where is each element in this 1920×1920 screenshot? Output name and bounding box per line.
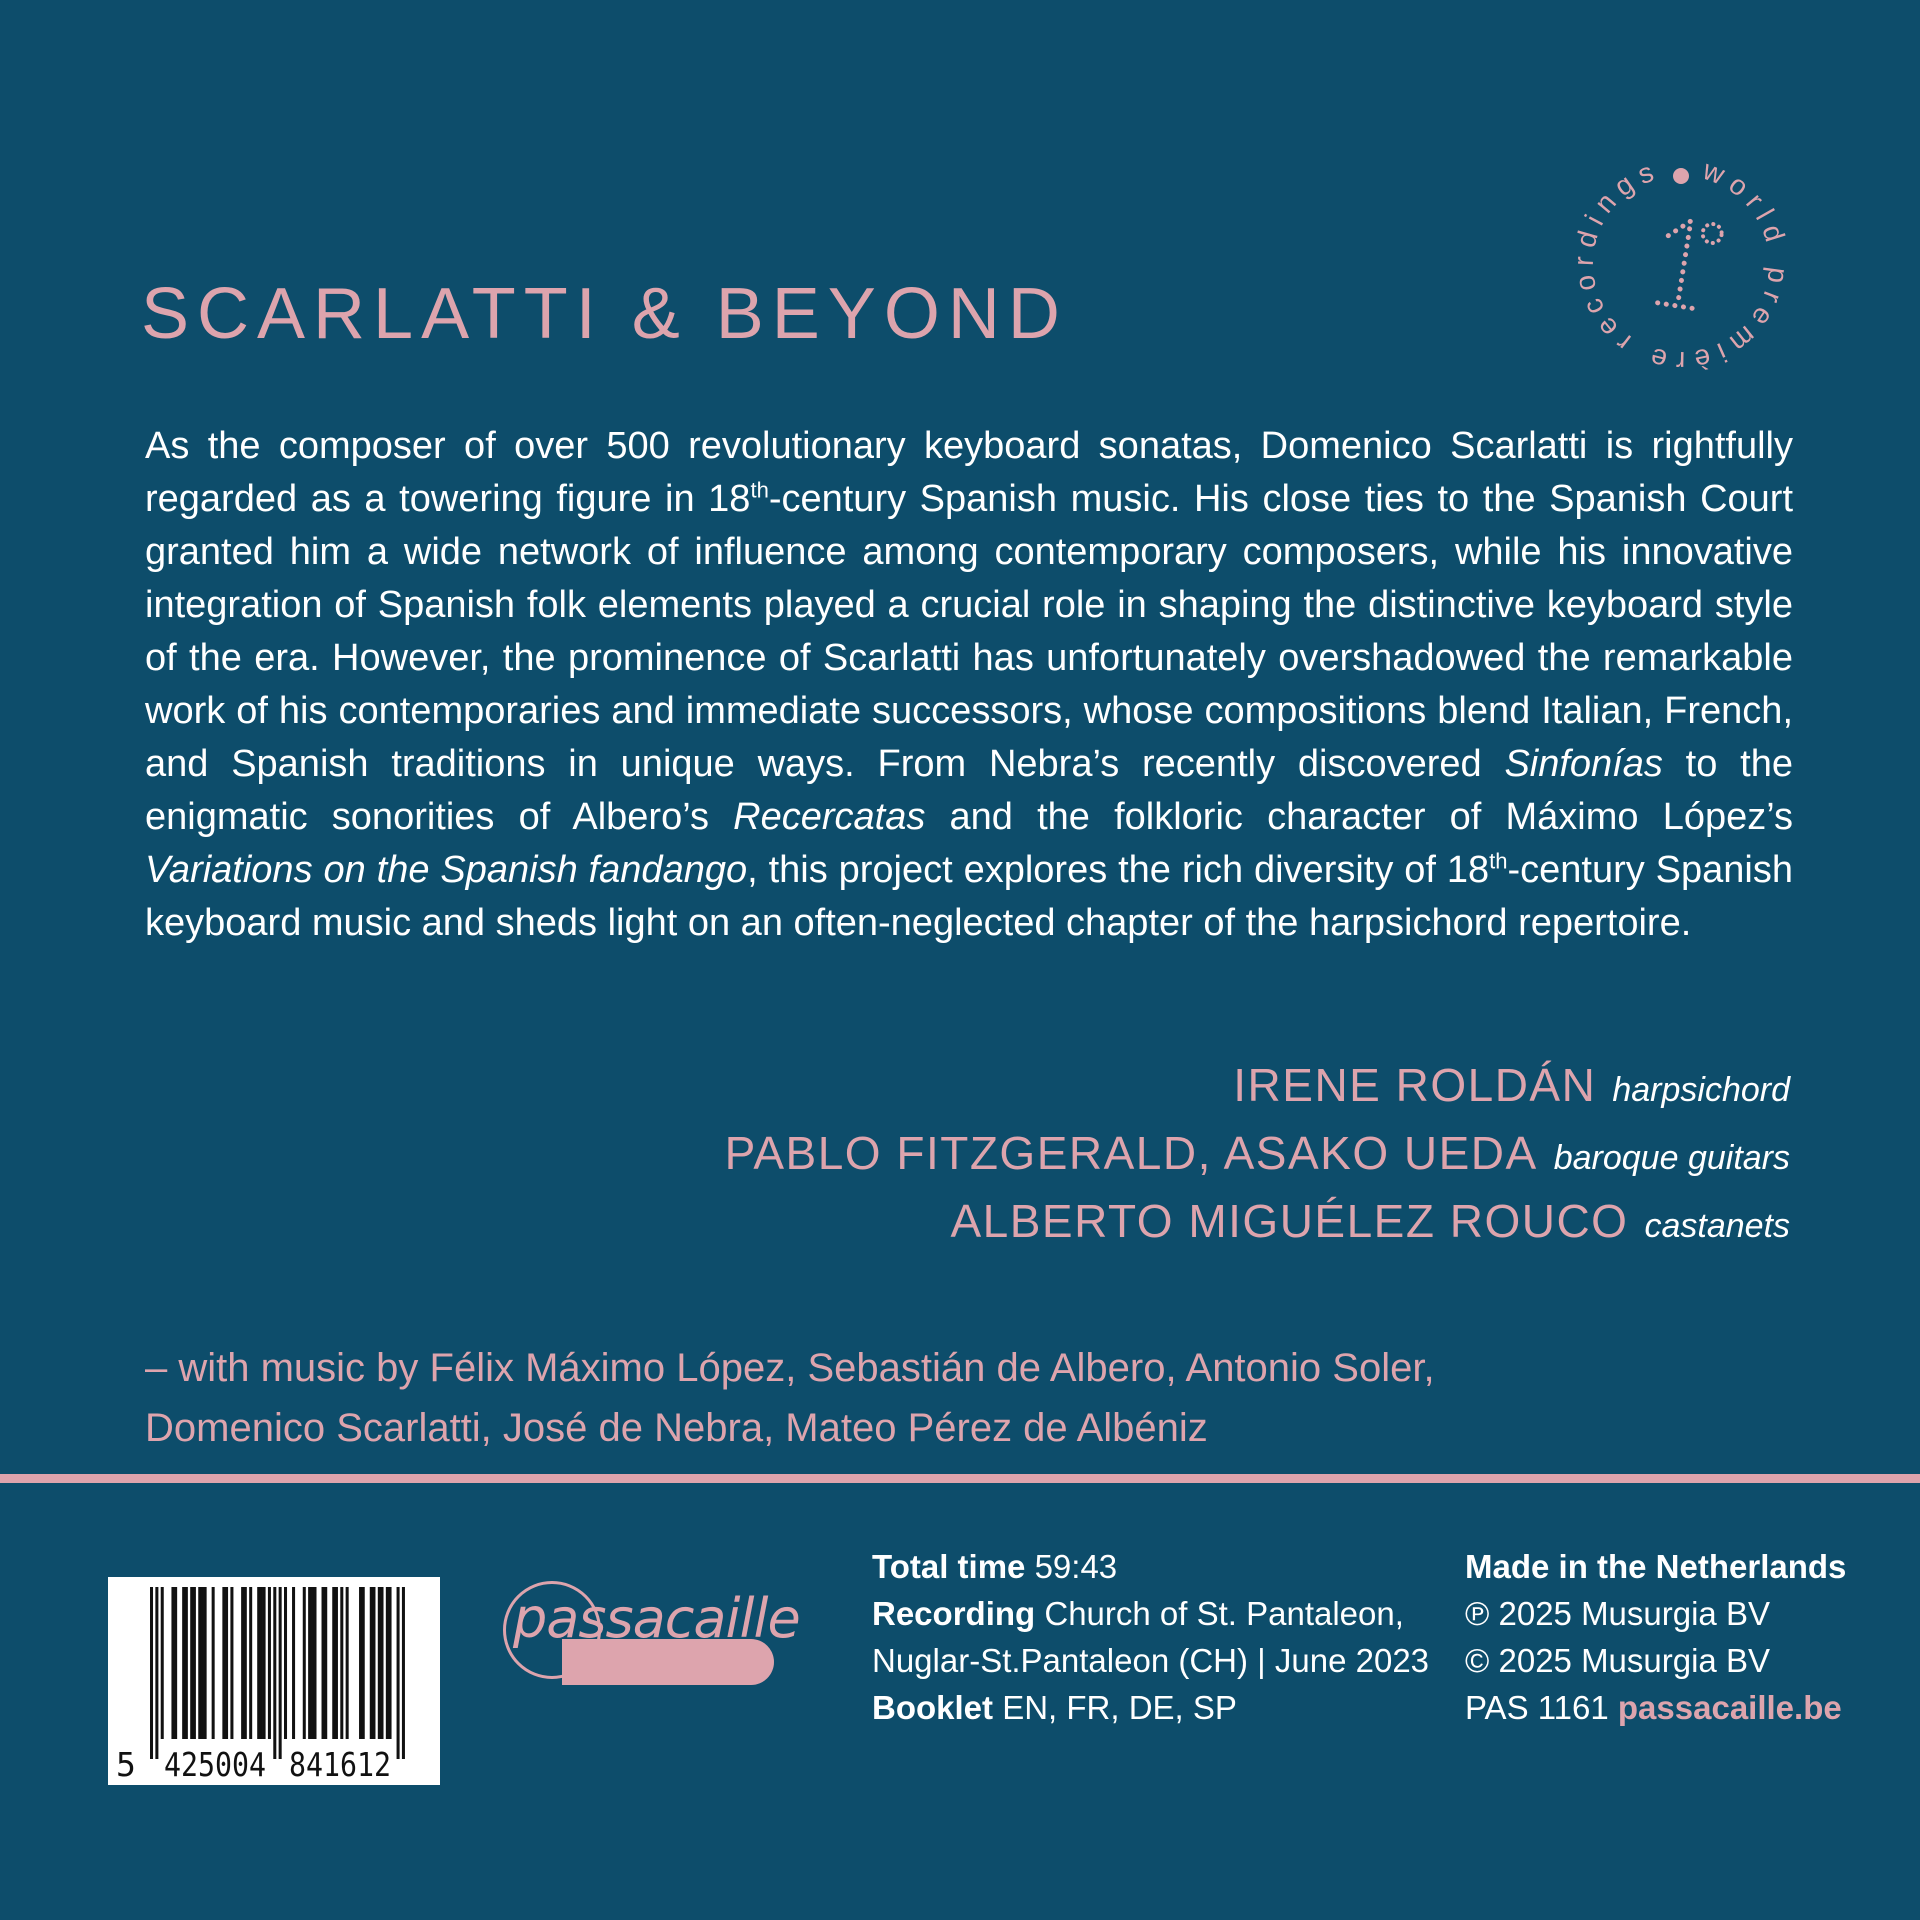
footer-divider-line <box>0 1474 1920 1483</box>
credit-line <box>725 1058 1790 1112</box>
stamp-ring-text: world première recordings <box>1567 154 1795 378</box>
catalog-line <box>1465 1684 1846 1731</box>
recording-location-date: Nuglar-St.Pantaleon (CH) | June 2023 <box>872 1642 1430 1679</box>
composers-note <box>145 1338 1435 1458</box>
total-time-label: Total time <box>872 1548 1026 1585</box>
label-website: passacaille.be <box>1617 1689 1842 1726</box>
catalog-number: PAS 1161 <box>1465 1689 1609 1726</box>
recording-line <box>872 1590 1429 1637</box>
made-in-text: Made in the Netherlands <box>1465 1548 1847 1585</box>
made-in-line <box>1465 1543 1846 1590</box>
recording-line-2 <box>872 1637 1429 1684</box>
copyright-text: © 2025 Musurgia BV <box>1465 1642 1770 1679</box>
performer-instrument: harpsichord <box>1612 1071 1790 1109</box>
performer-instrument: baroque guitars <box>1553 1139 1790 1177</box>
composers-note-line: Domenico Scarlatti, José de Nebra, Mateo Pérez de Albéniz <box>145 1406 1208 1450</box>
composers-note-line: – with music by Félix Máximo López, Sebastián de Albero, Antonio Soler, <box>145 1346 1435 1390</box>
phonogram-text: ℗ 2025 Musurgia BV <box>1465 1595 1770 1632</box>
world-premiere-stamp <box>1563 146 1799 382</box>
credit-line <box>725 1194 1790 1248</box>
barcode-prefix-digit: 5 <box>116 1745 136 1784</box>
copyright-line <box>1465 1637 1846 1684</box>
booklet-languages: EN, FR, DE, SP <box>1002 1689 1237 1726</box>
passacaille-logo <box>505 1575 805 1715</box>
first-degree-numeral-icon <box>1658 217 1723 311</box>
performer-name: ALBERTO MIGUÉLEZ ROUCO <box>950 1195 1629 1247</box>
total-time-value: 59:43 <box>1034 1548 1118 1585</box>
barcode-left-digits: 425004 <box>164 1745 266 1784</box>
release-info-column <box>872 1543 1429 1731</box>
ean-barcode <box>108 1577 440 1785</box>
recording-location: Church of St. Pantaleon, <box>1044 1595 1404 1632</box>
booklet-line <box>872 1684 1429 1731</box>
album-description: As the composer of over 500 revolutionary keyboard sonatas, Domenico Scarlatti is rightfully regarded as a towering figure in 18th-century Spanish music. His close ties to the Spanish Court granted him a wide network of influence among contemporary composers, while his innovative integration of Spanish folk elements played a crucial role in shaping the distinctive keyboard style of the era. However, the prominence of Scarlatti has unfortunately overshadowed the remarkable work of his contemporaries and immediate successors, whose compositions blend Italian, French, and Spanish traditions in unique ways. From Nebra’s recently discovered Sinfonías to the enigmatic sonorities of Albero’s Recercatas and the folkloric character of Máximo López’s Variations on the Spanish fandango, this project explores the rich diversity of 18th-century Spanish keyboard music and sheds light on an often-neglected chapter of the harpsichord repertoire. <box>145 425 1793 944</box>
performer-name: PABLO FITZGERALD, ASAKO UEDA <box>724 1127 1538 1179</box>
phonogram-line <box>1465 1590 1846 1637</box>
publisher-info-column <box>1465 1543 1846 1731</box>
barcode-right-digits: 841612 <box>289 1745 391 1784</box>
album-title: SCARLATTI & BEYOND <box>141 274 1068 354</box>
credit-line <box>725 1126 1790 1180</box>
logo-wordmark: passacaille <box>513 1587 800 1650</box>
svg-text:world première recordings <box>1568 154 1794 377</box>
booklet-label: Booklet <box>872 1689 994 1726</box>
performer-instrument: castanets <box>1644 1207 1790 1245</box>
recording-label: Recording <box>872 1595 1036 1632</box>
performer-name: IRENE ROLDÁN <box>1233 1059 1597 1111</box>
total-time-line <box>872 1543 1429 1590</box>
stamp-dot <box>1673 168 1689 184</box>
performer-credits <box>725 1058 1790 1262</box>
